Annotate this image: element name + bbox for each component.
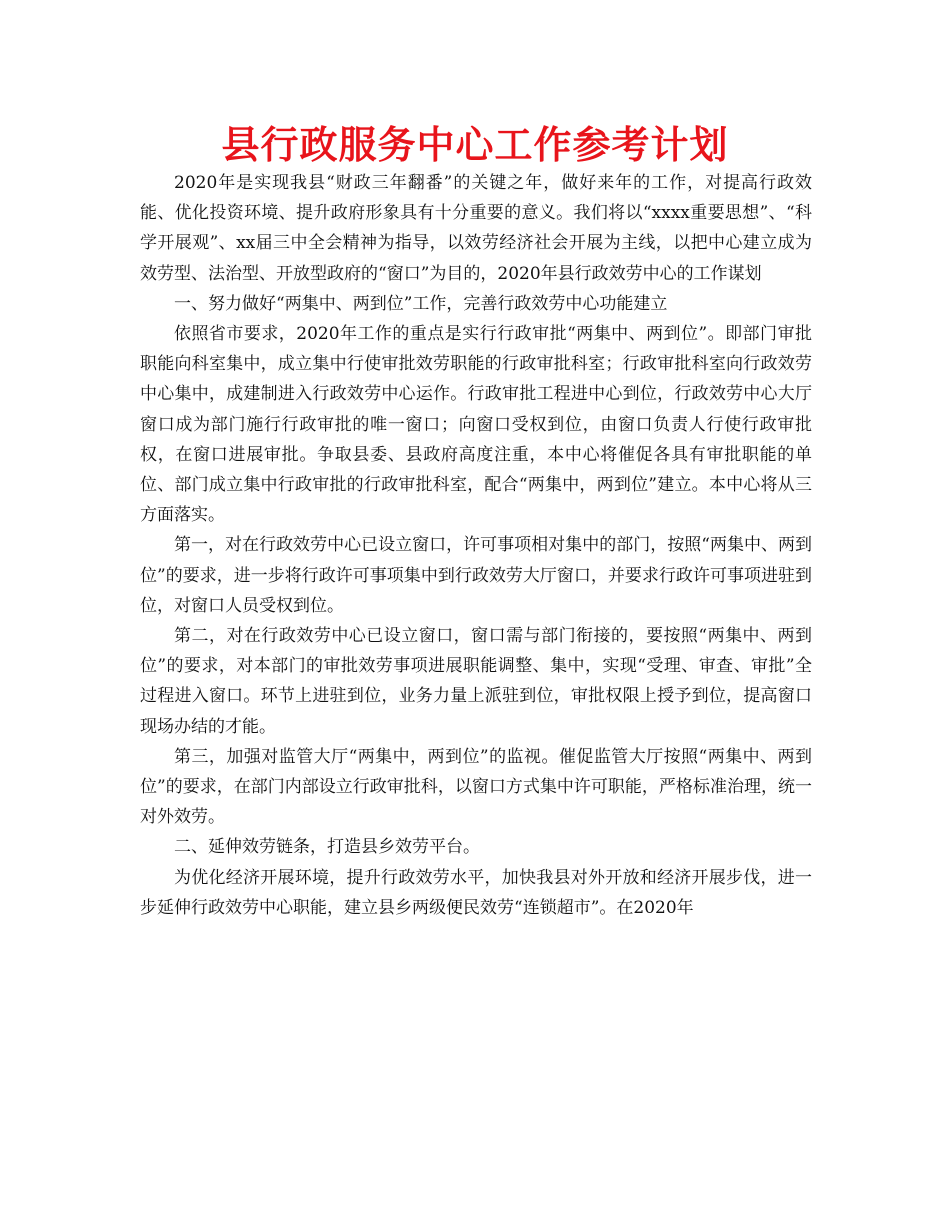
paragraph: 依照省市要求，2020年工作的重点是实行行政审批“两集中、两到位”。即部门审批职能向科室集中，成立集中行使审批效劳职能的行政审批科室；行政审批科室向行政效劳中心集中，成建制进入行政效劳中心运作。行政审批工程进中心到位，行政效劳中心大厅窗口成为部门施行行政审批的唯一窗口；向窗口受权到位，由窗口负责人行使行政审批权，在窗口进展审批。争取县委、县政府高度注重，本中心将催促各具有审批职能的单位、部门成立集中行政审批的行政审批科室，配合“两集中，两到位”建立。本中心将从三方面落实。 <box>140 324 812 526</box>
paragraph: 第二，对在行政效劳中心已设立窗口，窗口需与部门衔接的，要按照“两集中、两到位”的要求，对本部门的审批效劳事项进展职能调整、集中，实现“受理、审查、审批”全过程进入窗口。环节上进驻到位，业务力量上派驻到位，审批权限上授予到位，提高窗口现场办结的才能。 <box>140 626 812 737</box>
document-body <box>140 168 812 923</box>
document-title: 县行政服务中心工作参考计划 <box>221 123 729 167</box>
paragraph: 2020年是实现我县“财政三年翻番”的关键之年，做好来年的工作，对提高行政效能、优化投资环境、提升政府形象具有十分重要的意义。我们将以“xxxx重要思想”、“科学开展观”、xx届三中全会精神为指导，以效劳经济社会开展为主线，以把中心建立成为效劳型、法治型、开放型政府的“窗口”为目的，2020年县行政效劳中心的工作谋划 <box>140 173 812 284</box>
paragraph: 第三，加强对监管大厅“两集中，两到位”的监视。催促监管大厅按照“两集中、两到位”的要求，在部门内部设立行政审批科，以窗口方式集中许可职能，严格标准治理，统一对外效劳。 <box>140 746 812 828</box>
paragraph: 为优化经济开展环境，提升行政效劳水平，加快我县对外开放和经济开展步伐，进一步延伸行政效劳中心职能，建立县乡两级便民效劳“连锁超市”。在2020年 <box>140 867 812 918</box>
section-heading: 一、努力做好“两集中、两到位”工作，完善行政效劳中心功能建立 <box>174 293 668 314</box>
paragraph: 第一，对在行政效劳中心已设立窗口，许可事项相对集中的部门，按照“两集中、两到位”的要求，进一步将行政许可事项集中到行政效劳大厅窗口，并要求行政许可事项进驻到位，对窗口人员受权到位。 <box>140 535 812 616</box>
section-heading: 二、延伸效劳链条，打造县乡效劳平台。 <box>174 837 480 858</box>
